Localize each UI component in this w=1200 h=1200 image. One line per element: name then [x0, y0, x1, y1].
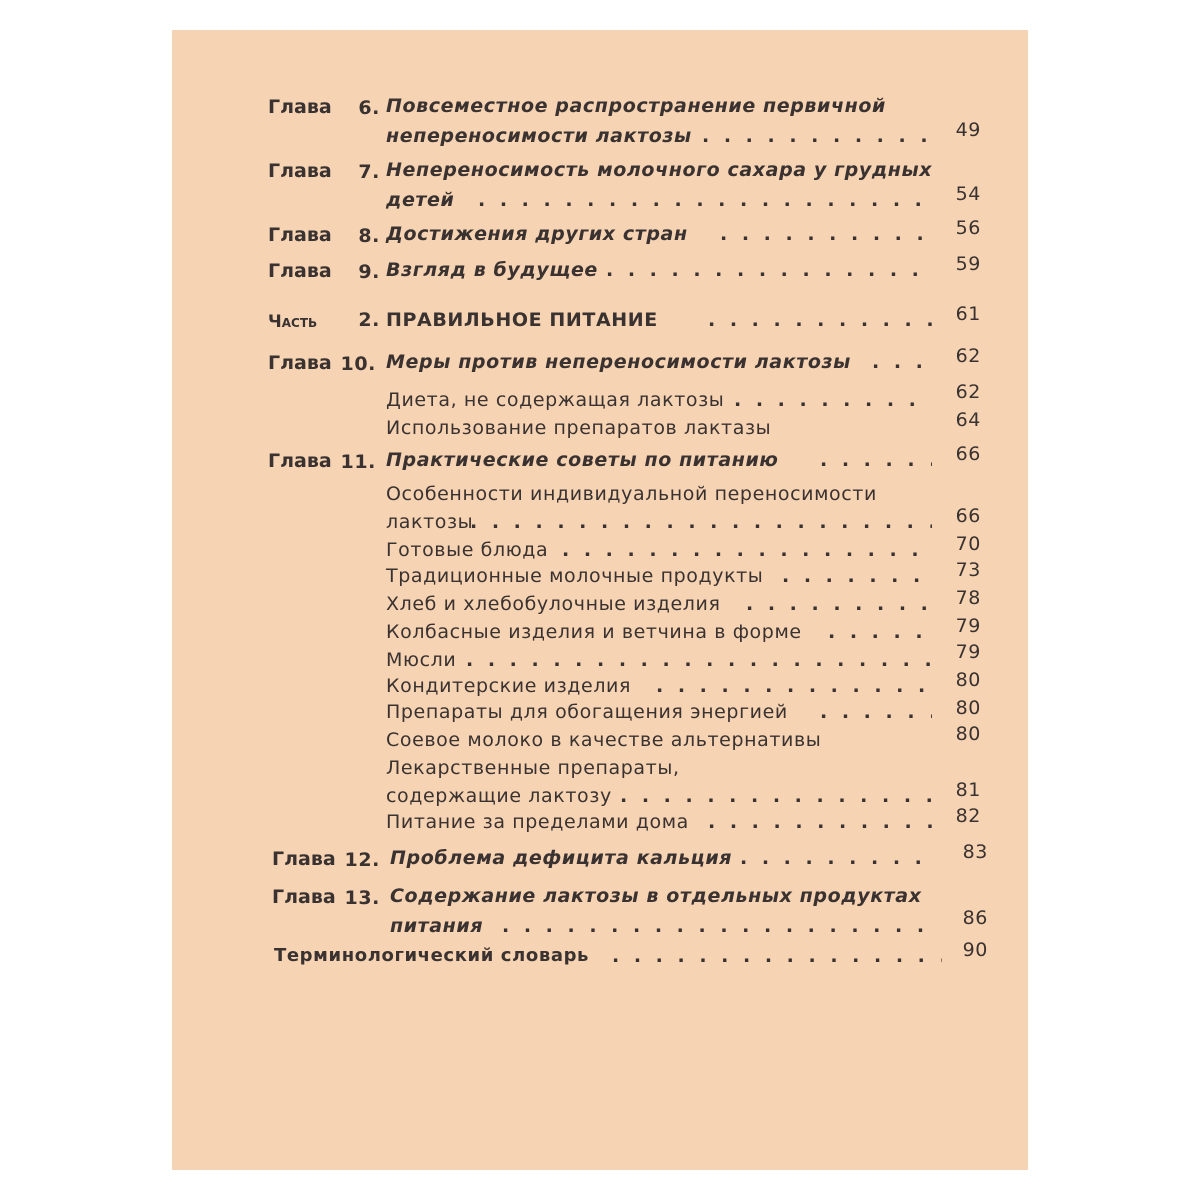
subsection-title: Особенности индивидуальной переносимости [386, 483, 877, 505]
page-number: 62 [955, 345, 981, 367]
page-number: 66 [955, 443, 981, 465]
chapter-number: 7. [358, 161, 380, 183]
leader-dots [746, 592, 932, 616]
subsection-title: Хлеб и хлебобулочные изделия [386, 593, 721, 615]
chapter-label: Глава [268, 224, 332, 246]
table-of-contents [172, 30, 1028, 1170]
chapter-title: Практические советы по питанию [386, 449, 779, 471]
leader-dots [702, 124, 932, 148]
leader-dots [820, 700, 932, 724]
page-number: 54 [955, 183, 981, 205]
subsection-title-continued: лактозы [386, 511, 474, 533]
subsection-title: Готовые блюда [386, 539, 549, 561]
chapter-label: Глава [268, 260, 332, 282]
chapter-label: Глава [268, 160, 332, 182]
leader-dots [562, 538, 932, 562]
leader-dots [740, 846, 936, 870]
chapter-title-continued: питания [390, 915, 484, 937]
chapter-number: 12. [344, 849, 380, 871]
page-number: 56 [955, 217, 981, 239]
page-number: 80 [955, 697, 981, 719]
page-number: 86 [962, 907, 988, 929]
page-number: 90 [962, 939, 988, 961]
page-number: 66 [955, 505, 981, 527]
leader-dots [470, 510, 932, 534]
chapter-number: 9. [358, 261, 380, 283]
chapter-title: Меры против непереносимости лактозы [386, 351, 851, 373]
page-number: 49 [955, 119, 981, 141]
leader-dots [656, 674, 932, 698]
subsection-title: Мюсли [386, 649, 457, 671]
leader-dots [782, 564, 932, 588]
glossary-title: Терминологический словарь [274, 945, 590, 966]
leader-dots [820, 448, 932, 472]
chapter-number: 13. [344, 887, 380, 909]
page-number: 81 [955, 779, 981, 801]
leader-dots [828, 620, 932, 644]
page-number: 80 [955, 723, 981, 745]
leader-dots [612, 944, 942, 968]
page-number: 59 [955, 253, 981, 275]
leader-dots [734, 388, 932, 412]
part-number: 2. [358, 309, 380, 331]
page-number: 80 [955, 669, 981, 691]
leader-dots [720, 222, 932, 246]
chapter-title: Повсеместное распространение первичной [386, 95, 886, 117]
leader-dots [502, 914, 936, 938]
page-number: 70 [955, 533, 981, 555]
chapter-number: 10. [340, 353, 376, 375]
chapter-title: Непереносимость молочного сахара у грудных [386, 159, 933, 181]
subsection-title: Препараты для обогащения энергией [386, 701, 788, 723]
leader-dots [708, 810, 932, 834]
chapter-label: Глава [268, 96, 332, 118]
book-page [172, 30, 1028, 1170]
chapter-title-continued: непереносимости лактозы [386, 125, 692, 147]
page-number: 61 [955, 303, 981, 325]
chapter-number: 6. [358, 97, 380, 119]
page-number: 78 [955, 587, 981, 609]
subsection-title: Соевое молоко в качестве альтернативы [386, 729, 822, 751]
leader-dots [606, 258, 932, 282]
chapter-label: Глава [268, 352, 332, 374]
part-title: ПРАВИЛЬНОЕ ПИТАНИЕ [386, 309, 658, 331]
chapter-title: Взгляд в будущее [386, 259, 598, 281]
subsection-title: Традиционные молочные продукты [386, 565, 764, 587]
page-number: 79 [955, 615, 981, 637]
page-number: 79 [955, 641, 981, 663]
chapter-label: Глава [268, 450, 332, 472]
chapter-label: Глава [272, 848, 336, 870]
leader-dots [466, 648, 932, 672]
chapter-title: Проблема дефицита кальция [390, 847, 733, 869]
subsection-title: Лекарственные препараты, [386, 757, 680, 779]
leader-dots [620, 784, 932, 808]
chapter-title-continued: детей [386, 189, 455, 211]
page-number: 64 [955, 409, 981, 431]
page-number: 73 [955, 559, 981, 581]
subsection-title: Использование препаратов лактазы [386, 417, 772, 439]
chapter-title: Содержание лактозы в отдельных продуктах [390, 885, 922, 907]
chapter-label: Глава [272, 886, 336, 908]
subsection-title: Диета, не содержащая лактозы [386, 389, 725, 411]
subsection-title: Кондитерские изделия [386, 675, 632, 697]
page-number: 83 [962, 841, 988, 863]
page-number: 82 [955, 805, 981, 827]
chapter-title: Достижения других стран [386, 223, 688, 245]
leader-dots [478, 188, 932, 212]
part-label: Часть [268, 312, 318, 332]
subsection-title: Питание за пределами дома [386, 811, 689, 833]
chapter-number: 11. [340, 451, 376, 473]
subsection-title: Колбасные изделия и ветчина в форме [386, 621, 802, 643]
leader-dots [708, 308, 932, 332]
chapter-number: 8. [358, 225, 380, 247]
page-number: 62 [955, 381, 981, 403]
subsection-title-continued: содержащие лактозу [386, 785, 612, 807]
